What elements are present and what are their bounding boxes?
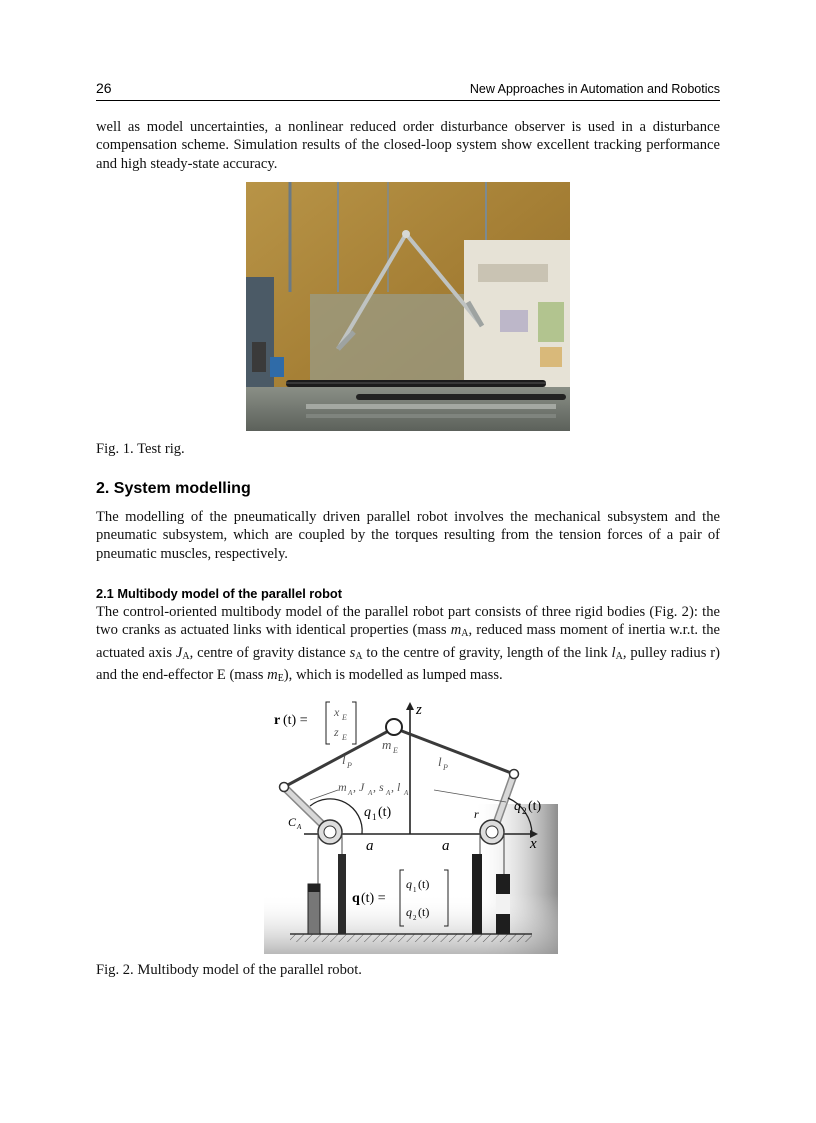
para-text: , pulley radius r) and the end-effector E (mass [96, 644, 720, 683]
para-text: ), which is modelled as lumped mass. [283, 666, 503, 683]
label-q1-vec: q [406, 877, 412, 891]
muscle-right-1 [472, 854, 482, 934]
label-x-axis: x [530, 836, 537, 852]
label-lP-left-sub: P [347, 761, 352, 770]
figure1-caption: Fig. 1. Test rig. [96, 441, 185, 457]
label-r-arg: (t) = [283, 713, 308, 728]
multibody-diagram [264, 694, 558, 954]
end-effector-mass [386, 719, 402, 735]
label-params-s: , s [373, 780, 384, 794]
label-q-vec-arg: (t) = [361, 891, 386, 906]
symbol-JA-sub: A [182, 650, 190, 662]
label-q2-vec-sub: 2 [413, 914, 417, 922]
book-title: New Approaches in Automation and Robotics [469, 82, 720, 96]
para-text: The control-oriented multibody model of the parallel robot part consists of three rigid bodies (Fig. 2): the two cranks as actuated links with identical properties (mass [96, 604, 720, 639]
label-lP-right-sub: P [443, 763, 448, 772]
ground-hatch [290, 934, 532, 942]
label-q2-vec-arg: (t) [418, 905, 430, 919]
symbol-sA: s [349, 644, 356, 661]
section2-paragraph: The modelling of the pneumatically driven parallel robot involves the mechanical subsystem and the pneumatic subsystem, which are coupled by the torques resulting from the tension forces of a pair of pneumatic muscles, respectively. [96, 509, 720, 562]
para-text: , centre of gravity distance [189, 644, 350, 661]
label-lP-right: l [438, 754, 442, 769]
label-params-m: m [338, 780, 347, 794]
label-C-sub: A [297, 823, 302, 831]
joint-left [280, 783, 289, 792]
symbol-lA-sub: A [615, 650, 623, 662]
label-params-J: , J [353, 780, 365, 794]
intro-paragraph: well as model uncertainties, a nonlinear reduced order disturbance observer is used in a disturbance compensation scheme. Simulation results of the closed-loop system show excellent tracking performance and high steady-state accuracy. [96, 119, 720, 172]
muscle-right-2-gap [496, 894, 510, 914]
muscle-left-1-cap [308, 884, 320, 892]
label-mE: m [382, 737, 392, 752]
label-xE-sub: E [342, 713, 347, 722]
section21-heading: 2.1 Multibody model of the parallel robot [96, 586, 343, 601]
label-mE-sub: E [393, 746, 398, 755]
label-a-left: a [366, 838, 374, 854]
figure2-caption: Fig. 2. Multibody model of the parallel robot. [96, 962, 362, 978]
symbol-sA-sub: A [355, 650, 363, 662]
symbol-mA: m [450, 622, 462, 639]
joint-right [510, 770, 519, 779]
label-params-sub4: A [404, 789, 409, 797]
label-z-axis: z [416, 702, 422, 718]
label-xE: x [334, 705, 340, 719]
label-zE: z [334, 725, 339, 739]
symbol-mE: m [267, 666, 278, 683]
label-r-pulley: r [474, 807, 479, 821]
label-C: C [288, 815, 297, 829]
pulley-right-hub [486, 826, 498, 838]
label-q2-arg: (t) [528, 799, 542, 814]
page-number: 26 [96, 80, 112, 96]
symbol-lA: l [611, 644, 616, 661]
running-header [96, 80, 720, 101]
label-q-vec: q [352, 891, 360, 906]
label-params-sub2: A [368, 789, 373, 797]
label-q1-arg: (t) [378, 805, 392, 820]
section2-heading: 2. System modelling [96, 480, 251, 497]
muscle-left-2 [338, 854, 346, 934]
para-text: , reduced mass moment of inertia w.r.t. the actuated axis [96, 622, 720, 661]
label-lP-left: l [342, 752, 346, 767]
label-params-sub3: A [386, 789, 391, 797]
label-a-right: a [442, 838, 450, 854]
label-zE-sub: E [342, 733, 347, 742]
label-q1-vec-arg: (t) [418, 877, 430, 891]
symbol-JA: J [175, 644, 183, 661]
label-q1-vec-sub: 1 [413, 886, 417, 894]
label-params-l: , l [391, 780, 401, 794]
label-params-sub1: A [348, 789, 353, 797]
test-rig-photo [246, 182, 570, 431]
label-q2: q [514, 799, 521, 814]
pulley-left-hub [324, 826, 336, 838]
para-text: to the centre of gravity, length of the link [362, 644, 612, 661]
symbol-mE-sub: E [277, 672, 284, 684]
label-q1-sub: 1 [372, 812, 377, 822]
label-q2-vec: q [406, 905, 412, 919]
label-q1: q [364, 805, 371, 820]
label-r: r [274, 713, 281, 728]
label-q2-sub: 2 [522, 806, 527, 816]
section21-paragraph [96, 603, 720, 688]
symbol-mA-sub: A [461, 628, 469, 640]
